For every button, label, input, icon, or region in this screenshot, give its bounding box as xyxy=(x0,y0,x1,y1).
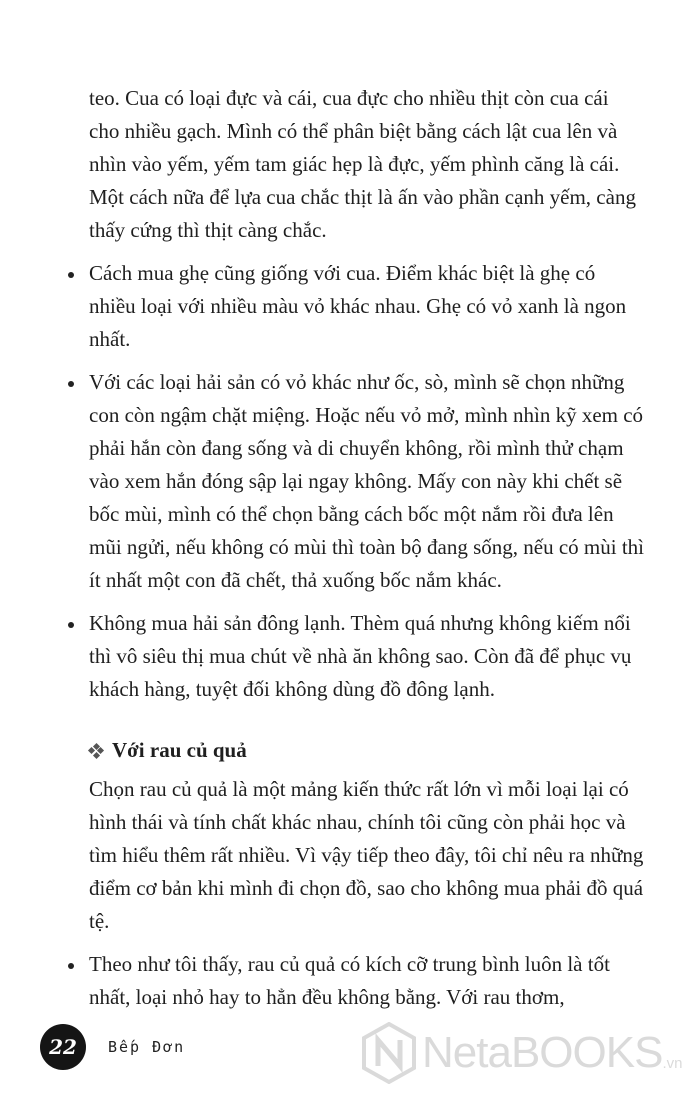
bullet-text: Với các loại hải sản có vỏ khác như ốc, sò, mình sẽ chọn những con còn ngậm chặt miệng. Hoặc nếu vỏ mở, mình nhìn kỹ xem có phải hắn còn đang sống và di chuyển không, rồi mình thử chạm vào xem hắn đóng sập lại ngay không. Mấy con này khi chết sẽ bốc mùi, mình có thể chọn bằng cách bốc một nắm rồi đưa lên mũi ngửi, nếu không có mùi thì toàn bộ đang sống, nếu có mùi thì ít nhất một con đã chết, thả xuống bốc nắm khác. xyxy=(89,370,644,592)
bullet-item-shellfish xyxy=(64,366,644,597)
paragraph-vegetables-intro: Chọn rau củ quả là một mảng kiến thức rất lớn vì mỗi loại lại có hình thái và tính chất khác nhau, chính tôi cũng còn phải học và tìm hiểu thêm rất nhiều. Vì vậy tiếp theo đây, tôi chỉ nêu ra những điểm cơ bản khi mình đi chọn đồ, sao cho không mua phải đồ quá tệ. xyxy=(89,777,644,933)
bullet-icon xyxy=(68,963,74,969)
section-heading xyxy=(89,734,644,767)
bullet-text: Theo như tôi thấy, rau củ quả có kích cỡ trung bình luôn là tốt nhất, loại nhỏ hay to hẳn đều không bằng. Với rau thơm, xyxy=(89,952,610,1009)
bullet-text: Cách mua ghẹ cũng giống với cua. Điểm khác biệt là ghẹ có nhiều loại với nhiều màu vỏ khác nhau. Ghẹ có vỏ xanh là ngon nhất. xyxy=(89,261,627,351)
watermark-text: NetaBOOKS xyxy=(422,1028,663,1077)
bullet-item-vegetable-size xyxy=(64,948,644,1014)
bullet-icon xyxy=(68,272,74,278)
bullet-text: Không mua hải sản đông lạnh. Thèm quá nhưng không kiếm nổi thì vô siêu thị mua chút về nhà ăn không sao. Còn đã để phục vụ khách hàng, tuyệt đối không dùng đồ đông lạnh. xyxy=(89,611,632,701)
bullet-icon xyxy=(68,622,74,628)
diamond-ornament-icon xyxy=(89,744,103,758)
watermark xyxy=(362,1022,682,1084)
bullet-item-frozen xyxy=(64,607,644,706)
bullet-item-crab xyxy=(64,257,644,356)
page-number-badge: 22 xyxy=(40,1024,86,1070)
running-title: Bếp Đơn xyxy=(108,1038,186,1056)
netabooks-logo-icon xyxy=(362,1022,416,1084)
watermark-suffix: .vn xyxy=(662,1055,683,1072)
page-footer xyxy=(40,1024,185,1070)
paragraph-crab-continuation: teo. Cua có loại đực và cái, cua đực cho nhiều thịt còn cua cái cho nhiều gạch. Mình có thể phân biệt bằng cách lật cua lên và nhìn vào yếm, yếm tam giác hẹp là đực, yếm phình căng là cái. Một cách nữa để lựa cua chắc thịt là ấn vào phần cạnh yếm, càng thấy cứng thì thịt càng chắc. xyxy=(89,86,636,242)
section-heading-text: Với rau củ quả xyxy=(112,738,247,762)
bullet-icon xyxy=(68,381,74,387)
page-content xyxy=(64,82,644,1024)
